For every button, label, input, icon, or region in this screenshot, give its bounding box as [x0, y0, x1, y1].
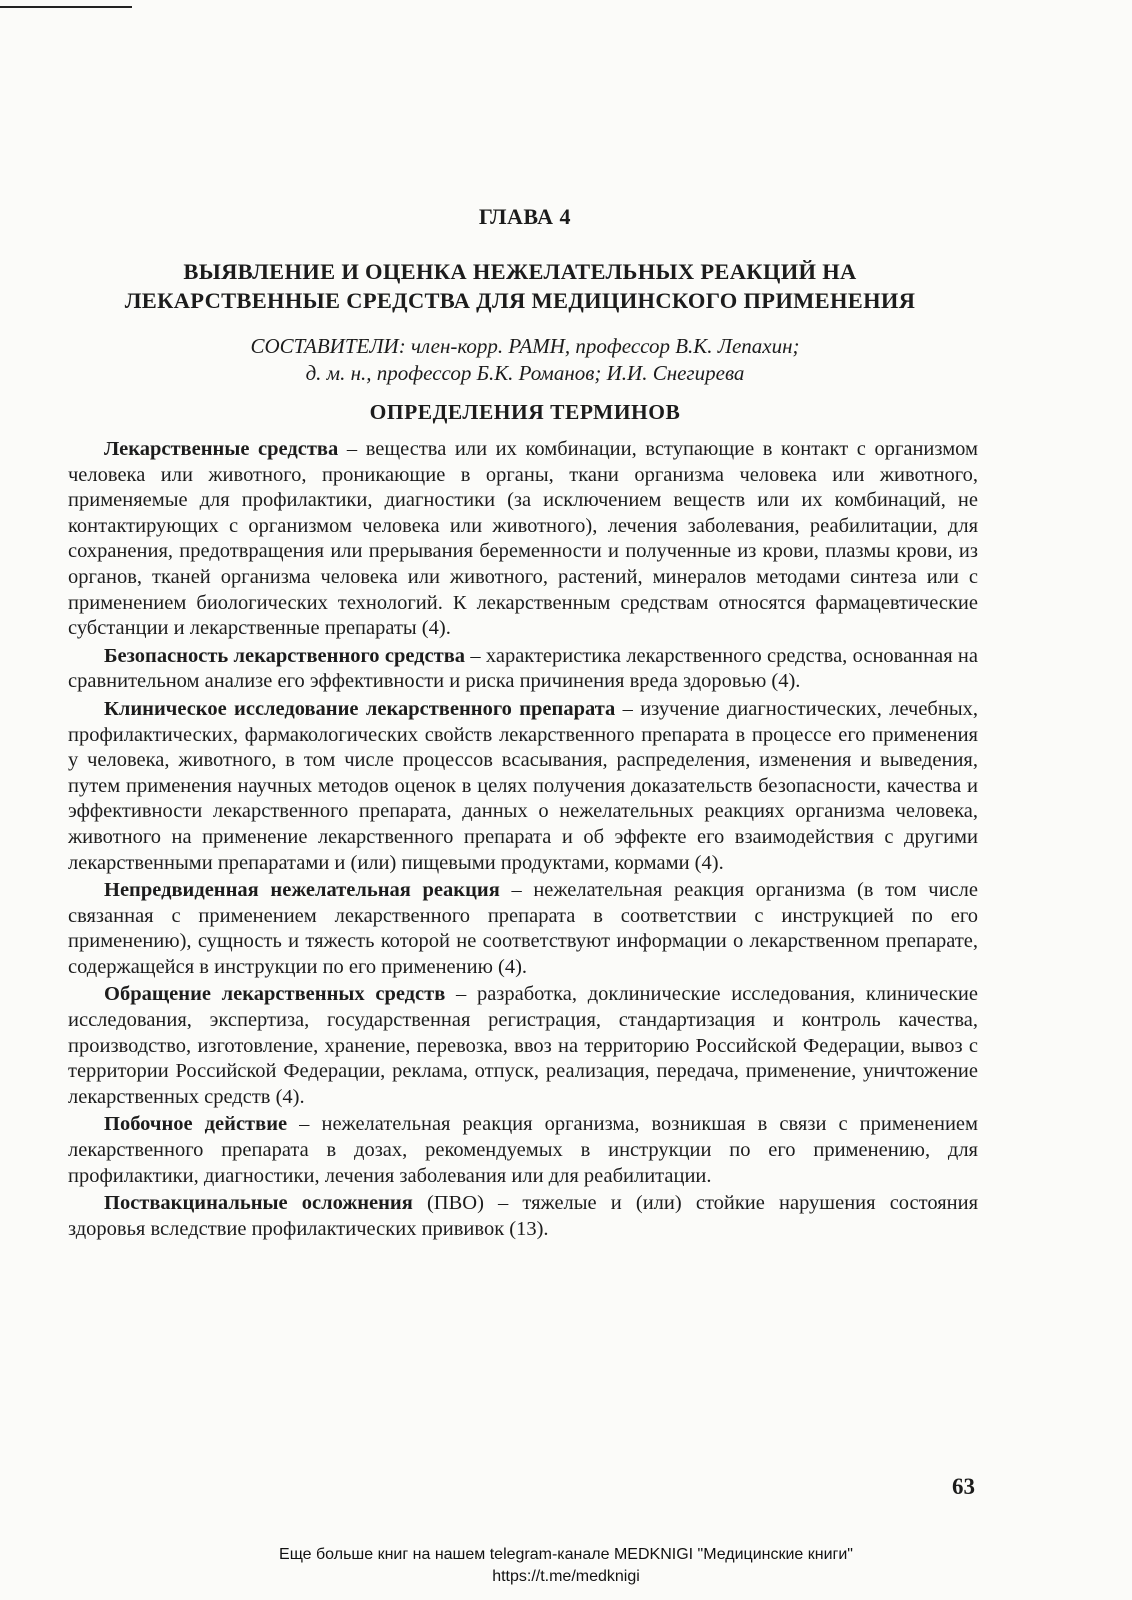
definition-term: Клиническое исследование лекарственного препарата: [104, 697, 616, 720]
definition-entry: [68, 982, 978, 1110]
definition-term: Поствакцинальные осложнения: [104, 1192, 413, 1215]
definition-text: (ПВО) – тяжелые и (или) стойкие нарушения состояния здоровья вследствие профилактических прививок (13).: [68, 1192, 979, 1240]
definitions-list: [68, 437, 978, 1242]
section-title: ОПРЕДЕЛЕНИЯ ТЕРМИНОВ: [369, 400, 681, 424]
page-number: 63: [952, 1474, 975, 1499]
definition-text: – нежелательная реакция организма (в том числе связанная с применением лекарственного препарата в соответствии с инструкцией по его применению), сущность и тяжесть которой не соответствуют информации о лекарственном препарате, содержащейся в инструкции по его применению (4).: [68, 879, 978, 978]
definition-text: – характеристика лекарственного средства, основанная на сравнительном анализе его эффективности и риска причинения вреда здоровью (4).: [68, 644, 978, 693]
chapter-title: [60, 257, 980, 315]
definition-entry: [68, 1112, 978, 1189]
definition-term: Безопасность лекарственного средства: [104, 644, 466, 667]
definition-term: Непредвиденная нежелательная реакция: [104, 879, 500, 902]
definition-entry: [68, 437, 978, 642]
definition-term: Лекарственные средства: [104, 438, 339, 460]
definition-text: – изучение диагностических, лечебных, профилактических, фармакологических свойств лекарственного препарата в процессе его применения у человека, животного, в том числе процессов всасывания, распределения, изменения и выведения, путем применения научных методов оценок в целях получения доказательств безопасности, качества и эффективности лекарственного препарата, данных о нежелательных реакциях организма человека, животного на применение лекарственного препарата и об эффекте его взаимодействия с другими лекарственными препаратами и (или) пищевыми продуктами, кормами (4).: [68, 697, 978, 874]
chapter-title-line: ВЫЯВЛЕНИЕ И ОЦЕНКА НЕЖЕЛАТЕЛЬНЫХ РЕАКЦИЙ НА: [183, 259, 857, 284]
definition-term: Обращение лекарственных средств: [104, 983, 446, 1006]
footer-text: Еще больше книг на нашем telegram-канале MEDKNIGI "Медицинские книги": [279, 1546, 853, 1563]
footer-banner: [0, 1544, 1132, 1588]
authors: [100, 333, 950, 387]
chapter-title-line: ЛЕКАРСТВЕННЫЕ СРЕДСТВА ДЛЯ МЕДИЦИНСКОГО ПРИМЕНЕНИЯ: [124, 288, 916, 313]
definition-entry: [68, 878, 978, 980]
definition-entry: [68, 644, 978, 695]
authors-line: СОСТАВИТЕЛИ: член-корр. РАМН, профессор В.К. Лепахин;: [250, 334, 800, 358]
definition-text: – вещества или их комбинации, вступающие в контакт с организмом человека или животного, проникающие в органы, ткани организма человека или животного, применяемые для профилактики, диагностики (за исключением веществ или их комбинаций, не контактирующих с организмом человека или животного), лечения заболевания, реабилитации, для сохранения, предотвращения или прерывания беременности и полученные из крови, плазмы крови, из органов, тканей организма человека или животного, растений, минералов методами синтеза или с применением биологических технологий. К лекарственным средствам относятся фармацевтические субстанции и лекарственные препараты (4).: [68, 438, 979, 640]
definition-entry: [68, 697, 978, 876]
definition-entry: [68, 1191, 978, 1242]
chapter-heading: ГЛАВА 4: [478, 204, 572, 229]
footer-link[interactable]: https://t.me/medknigi: [492, 1568, 640, 1585]
definition-text: – разработка, доклинические исследования, клинические исследования, экспертиза, государственная регистрация, стандартизация и контроль качества, производство, изготовление, хранение, перевозка, ввоз на территорию Российской Федерации, вывоз с территории Российской Федерации, реклама, отпуск, реализация, передача, применение, уничтожение лекарственных средств (4).: [68, 983, 978, 1108]
definition-term: Побочное действие: [104, 1113, 288, 1136]
definition-text: – нежелательная реакция организма, возникшая в связи с применением лекарственного препарата в дозах, рекомендуемых в инструкции по его применению, для профилактики, диагностики, лечения заболевания или для реабилитации.: [68, 1113, 978, 1187]
authors-line: д. м. н., профессор Б.К. Романов; И.И. Снегирева: [305, 361, 745, 385]
corner-rule: [0, 6, 132, 8]
